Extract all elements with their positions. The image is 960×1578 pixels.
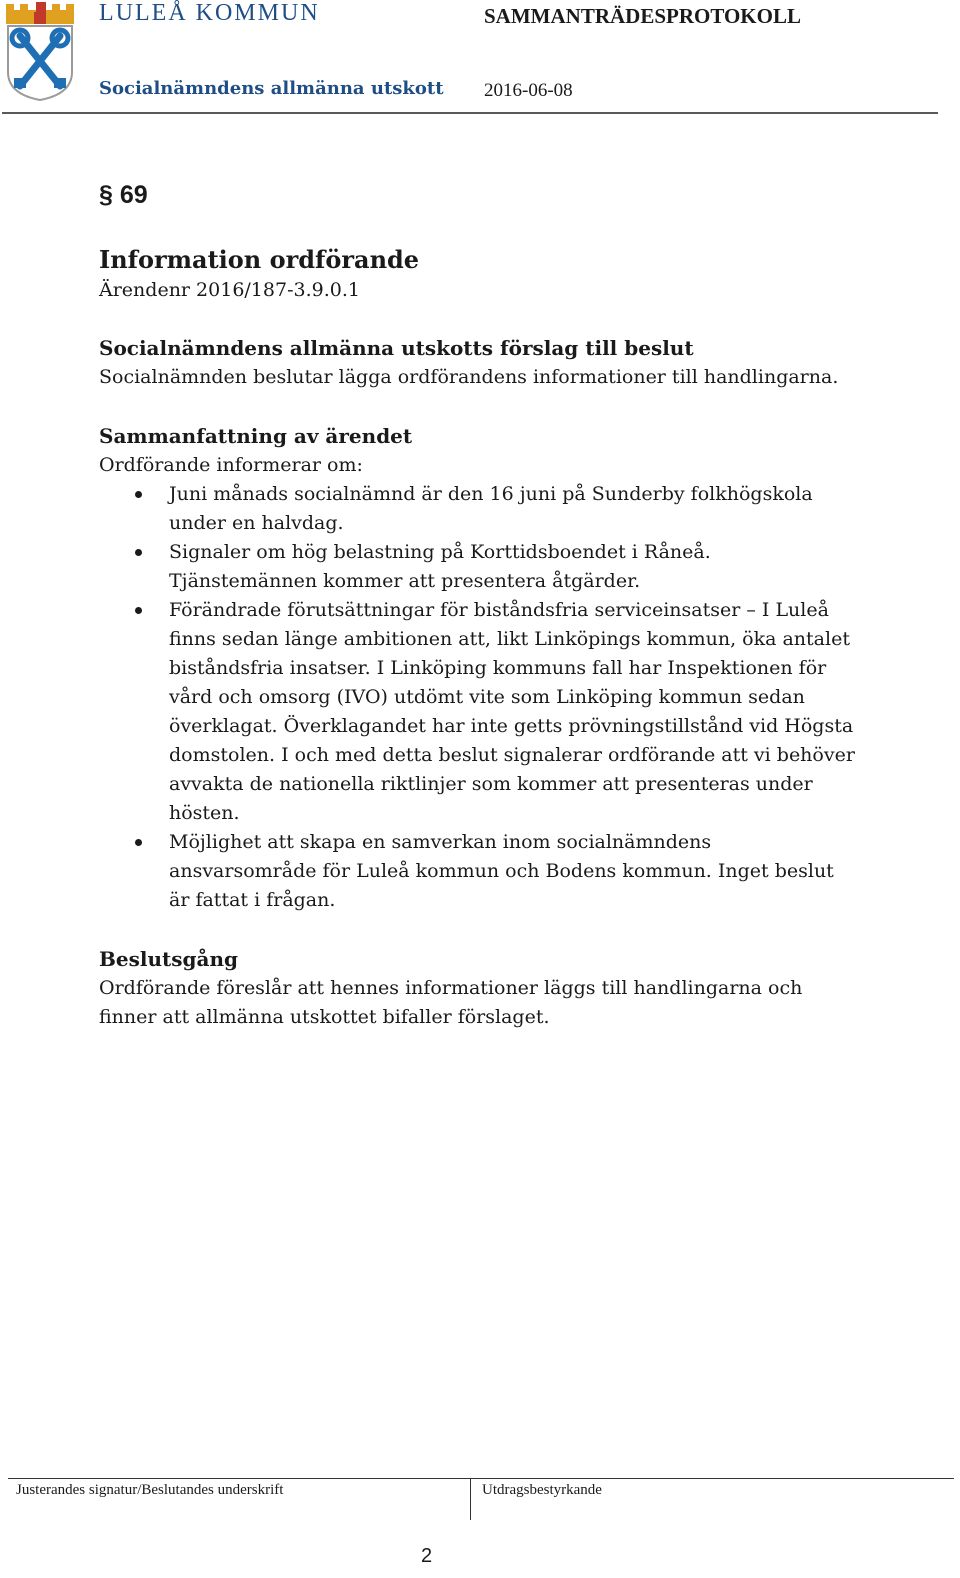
- bullet-icon: [135, 839, 142, 846]
- list-item: [169, 538, 859, 596]
- meeting-date: 2016-06-08: [484, 80, 573, 101]
- decision-process-heading: Beslutsgång: [99, 947, 238, 971]
- main-content: [99, 178, 859, 1032]
- header-divider: [2, 112, 938, 114]
- org-name: LULEÅ KOMMUN: [99, 0, 320, 26]
- bullet-icon: [135, 607, 142, 614]
- footer-divider: [8, 1478, 472, 1479]
- committee-name: Socialnämndens allmänna utskott: [99, 78, 444, 99]
- list-item-text: Signaler om hög belastning på Korttidsboendet i Råneå. Tjänstemännen kommer att presentera åtgärder.: [169, 541, 711, 592]
- footer-column-divider: [470, 1478, 471, 1520]
- list-item-text: Förändrade förutsättningar för biståndsfria serviceinsatser – I Luleå finns sedan länge ambitionen att, likt Linköpings kommun, öka antalet biståndsfria insatser. I Linköping kommuns fall har Inspektionen för vård och omsorg (IVO) utdömt vite som Linköping kommun sedan överklagat. Överklagandet har inte getts prövningstillstånd vid Högsta domstolen. I och med detta beslut signalerar ordförande att vi behöver avvakta de nationella riktlinjer som kommer att presenteras under hösten.: [169, 599, 855, 824]
- case-number: Ärendenr 2016/187-3.9.0.1: [99, 279, 360, 301]
- certification-label: Utdragsbestyrkande: [482, 1482, 602, 1498]
- list-item: [169, 828, 859, 915]
- proposal-heading: Socialnämndens allmänna utskotts förslag till beslut: [99, 336, 694, 360]
- footer-divider: [472, 1478, 954, 1479]
- bullet-icon: [135, 549, 142, 556]
- paragraph-number: § 69: [99, 181, 148, 209]
- list-item-text: Möjlighet att skapa en samverkan inom socialnämndens ansvarsområde för Luleå kommun och Bodens kommun. Inget beslut är fattat i frågan.: [169, 831, 834, 911]
- document-type: SAMMANTRÄDESPROTOKOLL: [484, 4, 801, 28]
- summary-bullet-list: [99, 480, 859, 915]
- page-number: 2: [421, 1545, 433, 1567]
- list-item-text: Juni månads socialnämnd är den 16 juni på Sunderby folkhögskola under en halvdag.: [169, 483, 813, 534]
- decision-process-text: Ordförande föreslår att hennes informationer läggs till handlingarna och finner att allmänna utskottet bifaller förslaget.: [99, 977, 803, 1028]
- lulea-coat-of-arms-icon: [4, 2, 76, 102]
- list-item: [169, 480, 859, 538]
- bullet-icon: [135, 491, 142, 498]
- list-item: [169, 596, 859, 828]
- item-title: Information ordförande: [99, 245, 420, 274]
- summary-intro: Ordförande informerar om:: [99, 454, 363, 476]
- proposal-text: Socialnämnden beslutar lägga ordförandens informationer till handlingarna.: [99, 366, 839, 388]
- summary-heading: Sammanfattning av ärendet: [99, 424, 413, 448]
- signature-label: Justerandes signatur/Beslutandes underskrift: [16, 1482, 284, 1498]
